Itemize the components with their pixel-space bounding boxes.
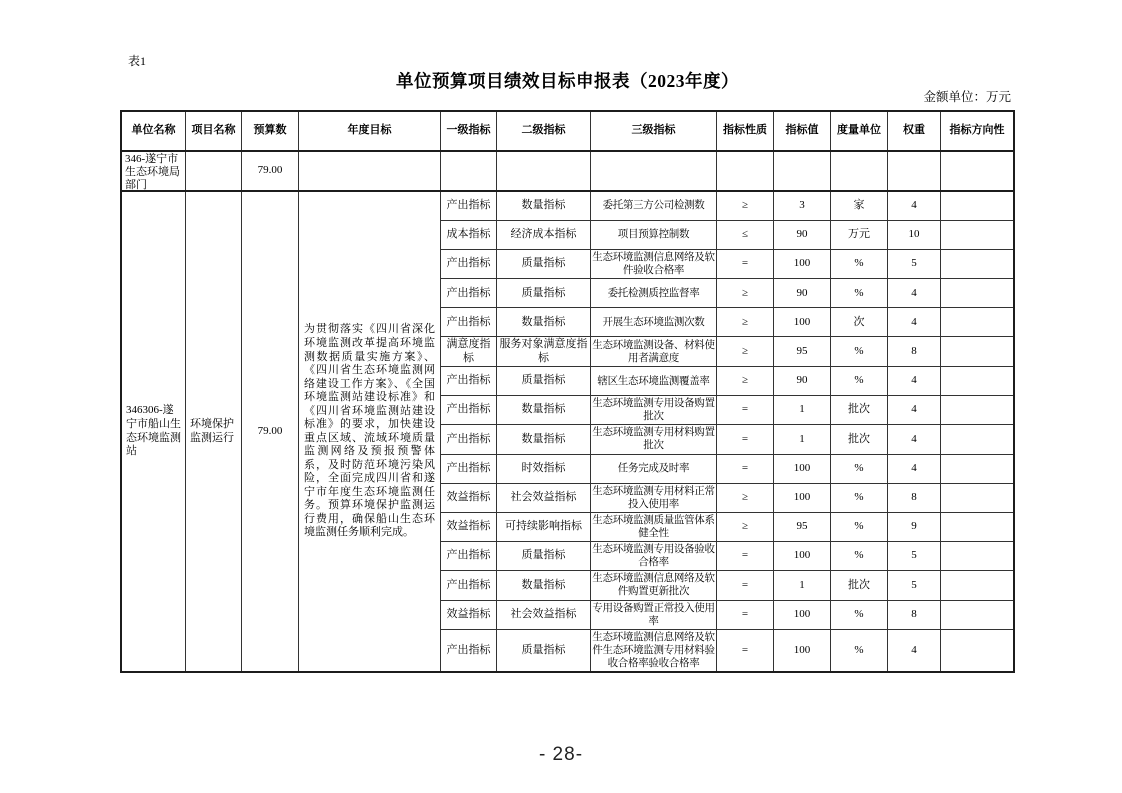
weight-cell: 4 bbox=[888, 308, 941, 336]
indicator-value-cell: 100 bbox=[774, 308, 831, 336]
direction-cell bbox=[941, 367, 1013, 395]
direction-cell bbox=[941, 396, 1013, 424]
column-header-value: 指标值 bbox=[774, 112, 831, 150]
level3-indicator-cell: 生态环境监测质量监管体系健全性 bbox=[591, 513, 717, 541]
measure-unit-cell: % bbox=[831, 337, 888, 366]
indicator-row bbox=[441, 630, 1013, 671]
indicator-nature-cell: = bbox=[717, 601, 774, 629]
level3-indicator-cell: 任务完成及时率 bbox=[591, 455, 717, 483]
direction-cell bbox=[941, 513, 1013, 541]
weight-cell: 4 bbox=[888, 425, 941, 453]
level1-indicator-cell: 产出指标 bbox=[441, 425, 497, 453]
empty-cell bbox=[888, 152, 941, 190]
empty-cell bbox=[774, 152, 831, 190]
weight-cell: 5 bbox=[888, 571, 941, 599]
level2-indicator-cell: 质量指标 bbox=[497, 542, 591, 570]
weight-cell: 8 bbox=[888, 484, 941, 512]
level1-indicator-cell: 产出指标 bbox=[441, 279, 497, 307]
level1-indicator-cell: 产出指标 bbox=[441, 192, 497, 220]
weight-cell: 9 bbox=[888, 513, 941, 541]
level2-indicator-cell: 服务对象满意度指标 bbox=[497, 337, 591, 366]
indicator-nature-cell: = bbox=[717, 630, 774, 671]
empty-cell bbox=[299, 152, 441, 190]
indicator-value-cell: 100 bbox=[774, 601, 831, 629]
column-header-level2: 二级指标 bbox=[497, 112, 591, 150]
department-budget-cell: 79.00 bbox=[242, 152, 299, 190]
measure-unit-cell: % bbox=[831, 542, 888, 570]
column-header-level1: 一级指标 bbox=[441, 112, 497, 150]
direction-cell bbox=[941, 601, 1013, 629]
indicator-value-cell: 1 bbox=[774, 425, 831, 453]
indicator-nature-cell: = bbox=[717, 455, 774, 483]
indicator-value-cell: 95 bbox=[774, 513, 831, 541]
weight-cell: 8 bbox=[888, 601, 941, 629]
indicator-nature-cell: ≥ bbox=[717, 308, 774, 336]
indicator-value-cell: 100 bbox=[774, 542, 831, 570]
page-number: - 28- bbox=[538, 744, 584, 765]
indicator-row bbox=[441, 221, 1013, 250]
indicator-nature-cell: = bbox=[717, 425, 774, 453]
direction-cell bbox=[941, 337, 1013, 366]
level3-indicator-cell: 生态环境监测专用设备购置批次 bbox=[591, 396, 717, 424]
indicator-row bbox=[441, 484, 1013, 513]
level1-indicator-cell: 满意度指标 bbox=[441, 337, 497, 366]
indicator-value-cell: 90 bbox=[774, 221, 831, 249]
column-header-unit-name: 单位名称 bbox=[122, 112, 186, 150]
measure-unit-cell: % bbox=[831, 455, 888, 483]
level1-indicator-cell: 产出指标 bbox=[441, 455, 497, 483]
indicator-nature-cell: ≥ bbox=[717, 367, 774, 395]
level2-indicator-cell: 经济成本指标 bbox=[497, 221, 591, 249]
direction-cell bbox=[941, 571, 1013, 599]
level1-indicator-cell: 产出指标 bbox=[441, 250, 497, 278]
level1-indicator-cell: 产出指标 bbox=[441, 308, 497, 336]
indicator-row bbox=[441, 601, 1013, 630]
weight-cell: 4 bbox=[888, 396, 941, 424]
level3-indicator-cell: 委托第三方公司检测数 bbox=[591, 192, 717, 220]
column-header-nature: 指标性质 bbox=[717, 112, 774, 150]
level2-indicator-cell: 数量指标 bbox=[497, 425, 591, 453]
project-name-cell: 环境保护监测运行 bbox=[186, 192, 242, 671]
indicator-nature-cell: = bbox=[717, 396, 774, 424]
project-budget-cell: 79.00 bbox=[242, 192, 299, 671]
direction-cell bbox=[941, 221, 1013, 249]
annual-target-cell: 为贯彻落实《四川省深化环境监测改革提高环境监测数据质量实施方案》、《四川省生态环境监测网络建设工作方案》、《全国环境监测站建设标准》和《四川省环境监测站建设标准》的要求，加快建设重点区域、流域环境质量监测网络及预报预警体系，及时防范环境污染风险，全面完成四川省和遂宁市年度生态环境监测任务。预算环境保护监测运行费用，确保船山生态环境监测任务顺利完成。 bbox=[299, 192, 441, 671]
budget-table bbox=[120, 110, 1015, 673]
weight-cell: 4 bbox=[888, 455, 941, 483]
empty-cell bbox=[591, 152, 717, 190]
indicator-value-cell: 100 bbox=[774, 484, 831, 512]
page-title: 单位预算项目绩效目标申报表（2023年度） bbox=[396, 71, 739, 91]
measure-unit-cell: % bbox=[831, 484, 888, 512]
indicator-value-cell: 1 bbox=[774, 571, 831, 599]
indicator-nature-cell: ≥ bbox=[717, 279, 774, 307]
column-header-project-name: 项目名称 bbox=[186, 112, 242, 150]
table-label: 表1 bbox=[128, 54, 147, 68]
column-header-annual-target: 年度目标 bbox=[299, 112, 441, 150]
level3-indicator-cell: 生态环境监测专用设备验收合格率 bbox=[591, 542, 717, 570]
level3-indicator-cell: 项目预算控制数 bbox=[591, 221, 717, 249]
level2-indicator-cell: 可持续影响指标 bbox=[497, 513, 591, 541]
level2-indicator-cell: 质量指标 bbox=[497, 630, 591, 671]
level2-indicator-cell: 社会效益指标 bbox=[497, 484, 591, 512]
measure-unit-cell: 批次 bbox=[831, 425, 888, 453]
measure-unit-cell: 家 bbox=[831, 192, 888, 220]
measure-unit-cell: % bbox=[831, 250, 888, 278]
empty-cell bbox=[497, 152, 591, 190]
level1-indicator-cell: 成本指标 bbox=[441, 221, 497, 249]
indicator-row bbox=[441, 542, 1013, 571]
weight-cell: 4 bbox=[888, 192, 941, 220]
column-header-level3: 三级指标 bbox=[591, 112, 717, 150]
indicator-value-cell: 100 bbox=[774, 630, 831, 671]
indicator-nature-cell: ≥ bbox=[717, 337, 774, 366]
indicator-nature-cell: ≤ bbox=[717, 221, 774, 249]
project-detail-block bbox=[122, 192, 1013, 671]
direction-cell bbox=[941, 308, 1013, 336]
column-header-measure-unit: 度量单位 bbox=[831, 112, 888, 150]
department-unit-name-cell: 346-遂宁市生态环境局部门 bbox=[122, 152, 186, 190]
empty-cell bbox=[941, 152, 1013, 190]
level3-indicator-cell: 专用设备购置正常投入使用率 bbox=[591, 601, 717, 629]
level1-indicator-cell: 效益指标 bbox=[441, 513, 497, 541]
indicator-nature-cell: ≥ bbox=[717, 513, 774, 541]
direction-cell bbox=[941, 455, 1013, 483]
weight-cell: 4 bbox=[888, 630, 941, 671]
weight-cell: 10 bbox=[888, 221, 941, 249]
indicator-value-cell: 100 bbox=[774, 250, 831, 278]
department-project-name-cell bbox=[186, 152, 242, 190]
level3-indicator-cell: 委托检测质控监督率 bbox=[591, 279, 717, 307]
indicator-nature-cell: ≥ bbox=[717, 192, 774, 220]
direction-cell bbox=[941, 279, 1013, 307]
level1-indicator-cell: 效益指标 bbox=[441, 484, 497, 512]
indicator-row bbox=[441, 396, 1013, 425]
level2-indicator-cell: 质量指标 bbox=[497, 279, 591, 307]
level3-indicator-cell: 生态环境监测信息网络及软件购置更新批次 bbox=[591, 571, 717, 599]
weight-cell: 4 bbox=[888, 279, 941, 307]
table-header-row bbox=[122, 112, 1013, 152]
indicator-nature-cell: = bbox=[717, 250, 774, 278]
indicator-row bbox=[441, 571, 1013, 600]
indicator-row bbox=[441, 513, 1013, 542]
measure-unit-cell: % bbox=[831, 279, 888, 307]
amount-unit-note: 金额单位：万元 bbox=[923, 90, 1011, 104]
level3-indicator-cell: 生态环境监测信息网络及软件验收合格率 bbox=[591, 250, 717, 278]
empty-cell bbox=[831, 152, 888, 190]
direction-cell bbox=[941, 484, 1013, 512]
level3-indicator-cell: 辖区生态环境监测覆盖率 bbox=[591, 367, 717, 395]
indicator-row bbox=[441, 250, 1013, 279]
level3-indicator-cell: 生态环境监测专用材料正常投入使用率 bbox=[591, 484, 717, 512]
department-summary-row bbox=[122, 152, 1013, 192]
measure-unit-cell: % bbox=[831, 601, 888, 629]
level2-indicator-cell: 时效指标 bbox=[497, 455, 591, 483]
indicator-value-cell: 90 bbox=[774, 279, 831, 307]
indicator-row bbox=[441, 279, 1013, 308]
level1-indicator-cell: 产出指标 bbox=[441, 367, 497, 395]
level3-indicator-cell: 开展生态环境监测次数 bbox=[591, 308, 717, 336]
indicator-nature-cell: = bbox=[717, 571, 774, 599]
level2-indicator-cell: 质量指标 bbox=[497, 250, 591, 278]
weight-cell: 5 bbox=[888, 250, 941, 278]
level2-indicator-cell: 数量指标 bbox=[497, 396, 591, 424]
empty-cell bbox=[441, 152, 497, 190]
indicator-row bbox=[441, 367, 1013, 396]
level2-indicator-cell: 数量指标 bbox=[497, 308, 591, 336]
weight-cell: 8 bbox=[888, 337, 941, 366]
level2-indicator-cell: 质量指标 bbox=[497, 367, 591, 395]
level1-indicator-cell: 产出指标 bbox=[441, 571, 497, 599]
direction-cell bbox=[941, 192, 1013, 220]
level3-indicator-cell: 生态环境监测信息网络及软件生态环境监测专用材料验收合格率验收合格率 bbox=[591, 630, 717, 671]
indicator-value-cell: 95 bbox=[774, 337, 831, 366]
indicator-value-cell: 90 bbox=[774, 367, 831, 395]
direction-cell bbox=[941, 542, 1013, 570]
column-header-budget: 预算数 bbox=[242, 112, 299, 150]
indicator-nature-cell: ≥ bbox=[717, 484, 774, 512]
level3-indicator-cell: 生态环境监测专用材料购置批次 bbox=[591, 425, 717, 453]
indicator-rows bbox=[441, 192, 1013, 671]
level3-indicator-cell: 生态环境监测设备、材料使用者满意度 bbox=[591, 337, 717, 366]
direction-cell bbox=[941, 425, 1013, 453]
measure-unit-cell: % bbox=[831, 367, 888, 395]
direction-cell bbox=[941, 630, 1013, 671]
measure-unit-cell: 批次 bbox=[831, 396, 888, 424]
measure-unit-cell: % bbox=[831, 513, 888, 541]
measure-unit-cell: 次 bbox=[831, 308, 888, 336]
measure-unit-cell: 批次 bbox=[831, 571, 888, 599]
level2-indicator-cell: 数量指标 bbox=[497, 571, 591, 599]
column-header-direction: 指标方向性 bbox=[949, 124, 1005, 137]
indicator-value-cell: 100 bbox=[774, 455, 831, 483]
level1-indicator-cell: 产出指标 bbox=[441, 630, 497, 671]
indicator-row bbox=[441, 192, 1013, 221]
indicator-row bbox=[441, 455, 1013, 484]
level1-indicator-cell: 产出指标 bbox=[441, 542, 497, 570]
weight-cell: 5 bbox=[888, 542, 941, 570]
project-unit-name-cell: 346306-遂宁市船山生态环境监测站 bbox=[122, 192, 186, 671]
level1-indicator-cell: 效益指标 bbox=[441, 601, 497, 629]
column-header-weight: 权重 bbox=[888, 112, 941, 150]
measure-unit-cell: % bbox=[831, 630, 888, 671]
level2-indicator-cell: 社会效益指标 bbox=[497, 601, 591, 629]
weight-cell: 4 bbox=[888, 367, 941, 395]
indicator-nature-cell: = bbox=[717, 542, 774, 570]
direction-cell bbox=[941, 250, 1013, 278]
indicator-value-cell: 3 bbox=[774, 192, 831, 220]
level1-indicator-cell: 产出指标 bbox=[441, 396, 497, 424]
indicator-value-cell: 1 bbox=[774, 396, 831, 424]
indicator-row bbox=[441, 337, 1013, 367]
indicator-row bbox=[441, 308, 1013, 337]
level2-indicator-cell: 数量指标 bbox=[497, 192, 591, 220]
empty-cell bbox=[717, 152, 774, 190]
measure-unit-cell: 万元 bbox=[831, 221, 888, 249]
indicator-row bbox=[441, 425, 1013, 454]
